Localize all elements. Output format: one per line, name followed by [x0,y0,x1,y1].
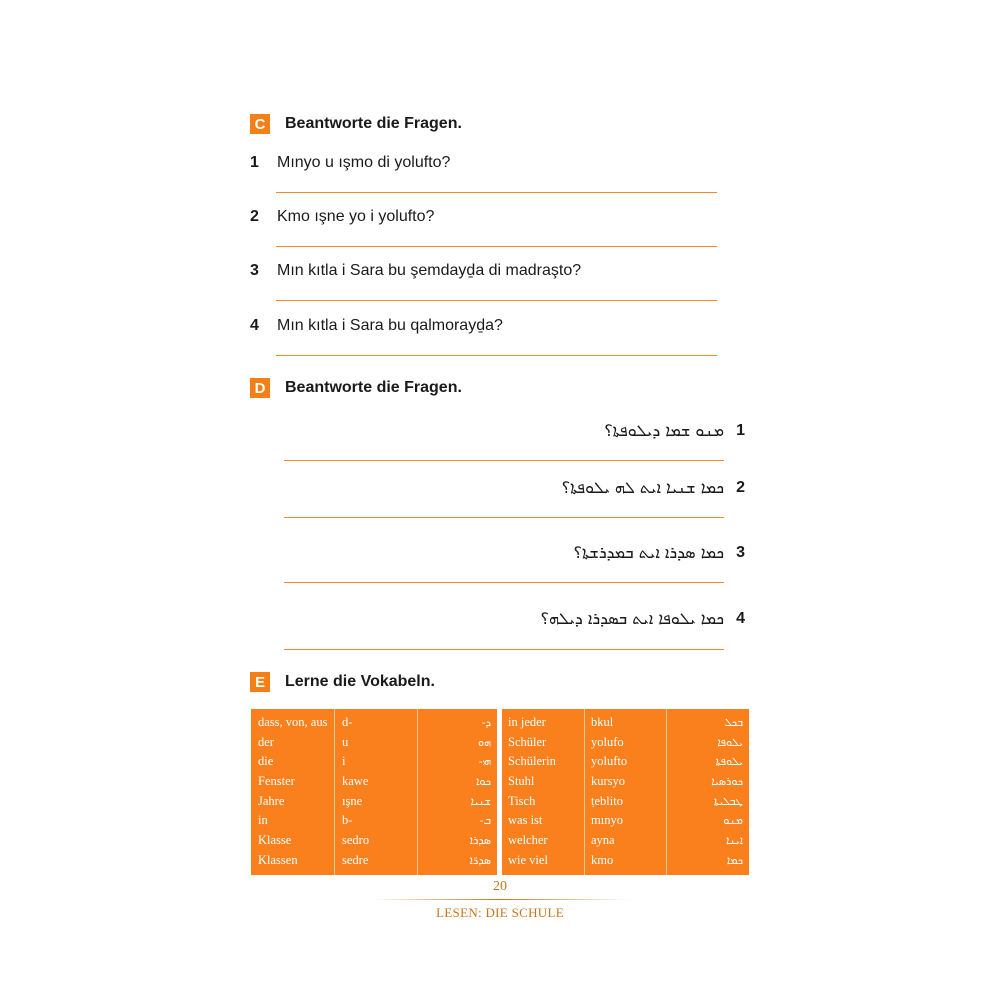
vocab-turoyo: b- [342,813,353,828]
section-c-header [250,113,462,135]
vocab-syriac: ܝܠܘܦܬܐ [715,755,743,769]
vocab-german: Schüler [508,734,547,749]
vocab-syriac: ܛܒܠܝܬܐ [713,794,743,808]
question-text: ܟܡܐ ܫܢܝܐ ܐܝܬ ܠܗ ܝܠܘܦܬܐ؟ [561,478,725,497]
vocab-german: Klassen [258,852,298,867]
question-text: Mın kıtla i Sara bu qalmorayḏa? [277,317,503,334]
vocab-turoyo: bkul [591,715,614,729]
answer-line-d2[interactable] [284,517,724,518]
vocab-turoyo: i [342,754,346,769]
vocab-syriac: ܐܝܢܐ [726,834,743,848]
section-e-badge: E [250,672,270,692]
vocab-syriac: ܟܘܪܣܝܐ [711,775,743,789]
question-d4 [541,606,745,632]
vocab-syriac: ܗܘ [477,735,491,749]
answer-line-c4[interactable] [276,355,717,356]
section-c-badge: C [250,114,270,134]
section-d-title: Beantworte die Fragen. [285,379,462,396]
section-d-header [250,377,462,399]
question-number: 2 [250,208,259,225]
vocab-german: Fenster [258,774,295,789]
vocab-turoyo: ayna [591,833,615,848]
column-divider [417,709,418,875]
vocab-german: dass, von, aus [258,715,328,729]
vocab-syriac: ܗܝ- [478,755,491,769]
answer-line-d3[interactable] [284,582,724,583]
question-number: 3 [250,262,259,279]
vocab-syriac: ܕ- [481,716,491,729]
vocab-german: wie viel [508,852,548,867]
vocab-german: Tisch [508,793,536,808]
vocab-german: in [258,813,268,828]
vocab-syriac-column [421,713,491,871]
vocab-german: was ist [508,813,543,828]
vocab-syriac: ܣܕܪ̈ܐ [469,853,491,867]
vocab-turoyo: yolufto [591,754,628,769]
question-d1 [604,418,745,444]
question-c1 [250,152,450,174]
vocab-syriac-column [670,713,743,871]
vocab-syriac: ܒܟܠ [724,716,743,729]
question-d2 [562,475,745,501]
question-number: 3 [736,544,745,561]
answer-line-d4[interactable] [284,649,724,650]
answer-line-c3[interactable] [276,300,717,301]
question-text: ܟܡܐ ܝܠܘܦܐ ܐܝܬ ܒܣܕܪܐ ܕܝܠܗ؟ [540,609,725,628]
vocab-german: welcher [508,833,548,848]
column-divider [334,709,335,875]
section-e-header [250,671,435,693]
vocab-turoyo-column [342,713,416,871]
question-number: 4 [250,317,259,334]
vocab-table-right [502,709,749,875]
question-d3 [573,540,745,566]
vocab-table-left [251,709,497,875]
footer-title: LESEN: DIE SCHULE [436,905,564,920]
page-number: 20 [493,879,507,894]
question-c4 [250,315,503,337]
vocab-turoyo: d- [342,715,353,729]
question-c2 [250,206,434,228]
question-text: ܡܢܘ ܫܡܐ ܕܝܠܘܦܬܐ؟ [604,421,725,440]
answer-line-c1[interactable] [276,192,717,193]
question-text: Mın kıtla i Sara bu şemdayḏa di madraşto? [277,262,582,279]
vocab-turoyo: ṭeblito [591,793,623,808]
question-number: 1 [736,422,745,439]
vocab-turoyo: kursyo [591,774,626,789]
vocab-syriac: ܝܠܘܦܐ [717,735,743,749]
vocab-syriac: ܡܢܘ [723,814,743,828]
vocab-german-column [508,713,584,871]
vocab-turoyo: yolufo [591,734,624,749]
vocab-german-column [258,713,334,871]
vocab-turoyo: kawe [342,774,369,789]
question-text: Mınyo u ışmo di yolufto? [277,154,451,171]
vocab-syriac: ܟܘܐ [476,775,491,789]
answer-line-d1[interactable] [284,460,724,461]
question-text: Kmo ışne yo i yolufto? [277,208,435,225]
vocab-syriac: ܟܡܐ [726,853,743,867]
vocab-german: der [258,734,274,749]
vocab-syriac: ܣܕܪܐ [469,834,491,848]
vocab-syriac: ܫܢܝܐ [470,794,491,808]
question-number: 4 [736,610,745,627]
section-c-title: Beantworte die Fragen. [285,115,462,132]
vocab-german: Stuhl [508,774,535,789]
vocab-turoyo: sedre [342,852,369,867]
vocab-turoyo-column [591,713,665,871]
vocab-turoyo: sedro [342,833,370,848]
vocab-german: in jeder [508,715,546,729]
question-c3 [250,260,581,282]
section-d-badge: D [250,378,270,398]
vocab-german: Jahre [258,793,285,808]
column-divider [584,709,585,875]
vocab-german: Klasse [258,833,292,848]
question-text: ܟܡܐ ܣܕܪܐ ܐܝܬ ܒܡܕܪܫܬܐ؟ [573,543,725,562]
vocab-german: Schülerin [508,754,556,769]
vocab-german: die [258,754,274,769]
section-e-title: Lerne die Vokabeln. [285,673,435,690]
vocab-turoyo: mınyo [591,813,623,828]
vocab-turoyo: ışne [342,793,363,808]
vocab-turoyo: kmo [591,852,614,867]
vocab-turoyo: u [342,734,349,749]
question-number: 1 [250,154,259,171]
question-number: 2 [736,479,745,496]
footer-divider [370,899,630,900]
answer-line-c2[interactable] [276,246,717,247]
vocab-syriac: ܒ- [479,814,491,828]
column-divider [666,709,667,875]
